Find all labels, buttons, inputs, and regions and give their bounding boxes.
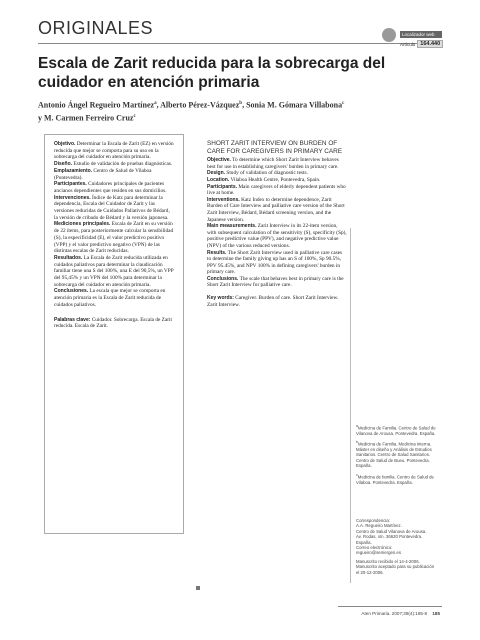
abstract-item <box>54 195 174 222</box>
affiliation <box>356 440 438 468</box>
affiliation <box>356 424 438 436</box>
affiliation-mark: c <box>356 472 358 477</box>
abstract-text: To determine which Short Zarit Interview behaves best for use in establishing caregivers' burden in primary care. <box>207 157 339 170</box>
abstract-text: Zarit Interview in its 22-item version, with subsequent calculation of the sensitivity (S), specificity (Sp), positive predictive value (PPV), and negative predictive value (NPV) of the various reduced versions. <box>207 223 347 249</box>
correspondence <box>356 518 438 578</box>
abstract-text: The Short Zarit Interview used in palliative care cases to determine the family giving up has an S of 100%, Sp 90.5%, PPV 95.45%, and NPV 100% in defining caregivers' burden in primary care. <box>207 249 343 276</box>
author-mark: b <box>239 101 243 106</box>
header-rule <box>38 43 442 44</box>
received-date: Manuscrito recibido el 14-4-2006. <box>356 558 420 564</box>
abstract-item <box>207 184 347 197</box>
abstract-text: Índice de Katz para determinar la dependencia, Escala del Cuidador de Zarit y las versiones reducidas de Cuidados Paliativos de Bédard, la versión de cribado de Bédard y la versión japonesa. <box>54 194 170 221</box>
author-mark: c <box>133 114 136 120</box>
author-mark: c <box>342 101 345 106</box>
page-footer <box>340 611 440 616</box>
correspondence-line: Correo electrónico: <box>356 545 393 551</box>
journal-citation: Aten Primaria. 2007;39(4):185-8 <box>361 611 428 616</box>
abstract-item <box>54 288 174 308</box>
affiliation-text: Medicina de Familia. Medicina interna. Máster en diseño y Análisis de Estudios Sanitarios. Centro de Salud Sanitarios. Centro de Salud de Bueu. Pontevedra. España. <box>356 441 432 469</box>
abstract-label: Participantes. <box>54 181 87 188</box>
abstract-item <box>207 170 347 177</box>
abstract-english <box>207 140 347 308</box>
abstract-label: Location. <box>207 176 230 183</box>
author-name: Antonio Ángel Regueiro Martínez <box>38 100 155 110</box>
keywords <box>207 295 347 308</box>
abstract-label: Objetivo. <box>54 141 76 147</box>
abstract-item <box>207 177 347 184</box>
abstract-text: Determinar la Escala de Zarit (EZ) en versión reducida que mejor se comporta para su uso en la sobrecarga del cuidador en atención primaria. <box>54 141 174 161</box>
affiliation-text: Medicina de Familia. Centro de Salud de Vilanova de Arousa. Pontevedra. España. <box>356 425 436 436</box>
correspondence-line: Centro de Salud Vilanova de Arousa. <box>356 528 427 534</box>
keywords-label: Key words: <box>207 295 234 302</box>
abstract-item <box>54 221 174 255</box>
abstract-label: Intervenciones. <box>54 194 91 201</box>
abstract-text: Estudio de validación de pruebas diagnósticas. <box>72 161 173 168</box>
english-title: SHORT ZARIT INTERVIEW ON BURDEN OF CARE FOR CAREGIVERS IN PRIMARY CARE <box>207 140 343 155</box>
abstract-text: La escala que mejor se comporta en atención primaria es la Escala de Zarit reducida de cuidados paliativos. <box>54 288 166 308</box>
affiliation-mark: a <box>356 424 358 428</box>
abstract-label: Main measurements. <box>207 223 257 230</box>
affiliations <box>356 424 438 489</box>
column-divider <box>350 228 351 583</box>
abstract-label: Conclusions. <box>207 275 239 282</box>
locator-label: Localizador web <box>400 31 442 38</box>
abstract-label: Diseño. <box>54 161 73 168</box>
abstract-spanish <box>44 134 184 534</box>
author-sep: , <box>242 100 247 110</box>
locator-text: Artículo <box>400 41 416 47</box>
abstract-label: Results. <box>207 249 227 256</box>
abstract-label: Mediciones principales. <box>54 221 111 228</box>
correspondence-line: Correspondencia: <box>356 518 390 523</box>
abstract-label: Resultados. <box>54 254 83 261</box>
section-label: ORIGINALES <box>38 18 154 38</box>
abstract-item <box>54 168 174 181</box>
column-end-marker <box>196 586 200 590</box>
locator-row <box>400 40 442 48</box>
correspondence-line: Av. Rodas, s/n. 36620 Pontevedra. <box>356 534 423 540</box>
abstract-item <box>207 157 347 170</box>
article-title: Escala de Zarit reducida para la sobrecarga del cuidador en atención primaria <box>38 55 386 91</box>
abstract-label: Conclusiones. <box>54 288 89 295</box>
abstract-label: Emplazamiento. <box>54 167 93 174</box>
keywords-text: Cuidador. Sobrecarga. Escala de Zarit reducida. Escala de Zarit. <box>54 316 172 330</box>
affiliation-mark: b <box>356 440 358 445</box>
locator-number[interactable]: 164.440 <box>417 40 443 48</box>
abstract-text: Vilaboa Health Centre, Pontevedra, Spain. <box>229 176 321 183</box>
author-name: Sonia M. Gómara Villabona <box>246 100 343 110</box>
abstract-text: Centro de Salud de Vilaboa (Pontevedra). <box>54 167 152 181</box>
correspondence-line: España. <box>356 539 372 545</box>
abstract-item <box>54 255 174 289</box>
author-name: Alberto Pérez-Vázquez <box>160 100 240 110</box>
globe-icon <box>382 28 396 42</box>
abstract-text: The scale that behaves best in primary care is the Short Zarit Interview for palliative care. <box>207 275 344 289</box>
keywords-label: Palabras clave: <box>54 316 91 323</box>
correspondence-line: A.A. Regueiro Martínez. <box>356 523 402 529</box>
abstract-item <box>207 276 347 289</box>
author-name: y M. Carmen Ferreiro Cruz <box>38 113 134 123</box>
keywords-text: Caregiver. Burden of care. Short Zarit Interview. Zarit Interview. <box>207 295 339 308</box>
footer-rule <box>338 606 442 607</box>
abstract-item <box>54 181 174 194</box>
abstract-label: Interventions. <box>207 196 240 203</box>
abstract-text: Cuidadores principales de pacientes ancianos dependientes que residen en sus domicilios. <box>54 181 167 194</box>
abstract-item <box>207 197 347 223</box>
abstract-text: Study of validation of diagnostic tests. <box>225 170 308 177</box>
author-list <box>38 98 438 124</box>
abstract-item <box>54 141 174 161</box>
abstract-label: Design. <box>207 170 226 177</box>
affiliation <box>356 473 438 485</box>
abstract-text: Escala de Zarit en su versión de 22 ítems, para posteriormente calcular la sensibilidad (S), la especificidad (E), el valor predictivo positivo (VPP) y el valor predictivo negativo (VPN) de las distintas escalas de Zarit reducidas. <box>54 221 174 255</box>
abstract-item <box>54 161 174 168</box>
abstract-label: Participants. <box>207 183 238 190</box>
abstract-item <box>207 223 347 249</box>
accepted-date: Manuscrito aceptado para su publicación el 20-12-2006. <box>356 564 435 575</box>
affiliation-text: Medicina de familia. Centro de Salud de Vilaboa. Pontevedra. España. <box>356 474 434 485</box>
author-mark: a <box>154 101 157 106</box>
abstract-label: Objective. <box>207 157 231 164</box>
abstract-text: La Escala de Zarit reducida utilizada en cuidados paliativos para determinar la claudicación familiar tiene una S del 100%, una E del 90,5%, un VPP del 95,45% y un VPN del 100% para determinar la sobrecarga del cuidador en atención primaria. <box>54 254 174 288</box>
email-link[interactable]: regueiro@semergen.es <box>356 550 401 556</box>
abstract-item <box>207 250 347 276</box>
keywords <box>54 317 174 330</box>
correspondence-block <box>356 518 438 556</box>
author-sep: , <box>156 100 161 110</box>
page-number: 185 <box>432 611 440 616</box>
abstract-text: Main caregivers of elderly dependent patients who live at home. <box>207 183 346 197</box>
abstract-text: Katz Index to determine dependence, Zarit Burden of Care Interview and palliative care version of the Short Zarit Interview, Bédard, Bédard screening version, and the Japanese version. <box>207 196 345 223</box>
